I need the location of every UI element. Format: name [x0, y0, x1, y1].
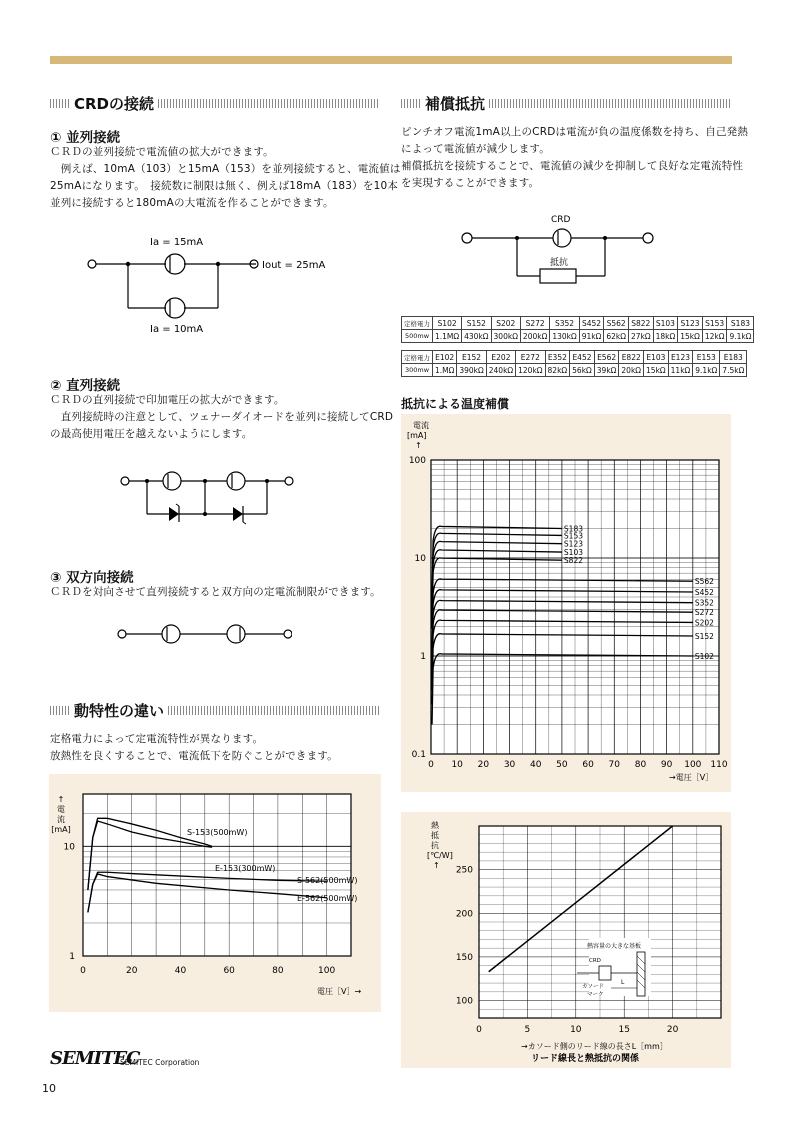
section-title: 動特性の違い: [74, 701, 165, 720]
table-value-cell: 12kΩ: [702, 330, 727, 343]
bidir-heading: ③ 双方向接続: [50, 570, 134, 586]
table-head-cell: S153: [702, 317, 727, 330]
table-value-cell: 240kΩ: [486, 364, 515, 377]
table-value-cell: 500mw: [402, 330, 433, 343]
table-value-cell: 20kΩ: [619, 364, 644, 377]
parallel-circuit-diagram: [80, 230, 360, 340]
compensation-text: ピンチオフ電流1mA以上のCRDは電流が負の温度係数を持ち、自己発熱 によって電流値が減少します。 補償抵抗を接続することで、電流値の減少を抑制して良好な定電流特性 を実現することができます。: [401, 126, 749, 189]
table-head-cell: S102: [433, 317, 462, 330]
series-label: S152: [694, 631, 714, 641]
svg-text:熱容量の大きな基板: 熱容量の大きな基板: [587, 943, 642, 950]
table-value-cell: 1.MΩ: [433, 364, 457, 377]
plot-area: [83, 794, 351, 956]
section-header-dynamic: [50, 701, 380, 719]
series-label: E-153(300mW): [215, 864, 276, 873]
table-head-cell: 定格電力: [402, 317, 433, 330]
svg-text:L: L: [621, 979, 625, 986]
table-value-cell: 1.1MΩ: [433, 330, 462, 343]
table-head-cell: S202: [491, 317, 520, 330]
x-tick-label: 10: [451, 760, 463, 770]
bidir-circuit-diagram: [112, 622, 292, 648]
temperature-compensation-chart: [401, 414, 731, 792]
table-head-cell: 定格電力: [402, 351, 433, 364]
table-head-cell: S352: [550, 317, 579, 330]
iout-label: Iout = 25mA: [262, 260, 326, 271]
table-head-cell: S152: [462, 317, 491, 330]
svg-text:CRD: CRD: [589, 958, 601, 964]
svg-text:抗: 抗: [431, 841, 439, 850]
y-tick-label: 100: [455, 996, 473, 1007]
svg-text:↑: ↑: [57, 795, 65, 804]
crd-label: CRD: [551, 215, 571, 225]
x-tick-label: 80: [272, 966, 284, 976]
svg-text:熱: 熱: [431, 821, 439, 830]
x-tick-label: 100: [684, 760, 702, 770]
dynamic-text: 定格電力によって定電流特性が異なります。 放熱性を良くすることで、電流低下を防ぐことができます。: [50, 733, 338, 762]
table-value-cell: 27kΩ: [628, 330, 653, 343]
table-value-cell: 82kΩ: [545, 364, 570, 377]
series-label: S822: [563, 556, 583, 566]
resistor-label: 抵抗: [550, 258, 569, 268]
compensation-circuit: [455, 212, 665, 288]
series-label: S-562(500mW): [297, 876, 358, 885]
y-tick-label: 200: [455, 909, 473, 920]
table-head-cell: E103: [644, 351, 669, 364]
table-value-cell: 120kΩ: [516, 364, 545, 377]
table-head-cell: E202: [486, 351, 515, 364]
series-label: S-153(500mW): [187, 828, 248, 837]
svg-text:[mA]: [mA]: [51, 825, 71, 834]
series-circuit-diagram: [115, 470, 295, 530]
bidir-text: ＣＲＤを対向させて直列接続すると双方向の定電流制限ができます。: [50, 586, 381, 598]
table-head-cell: E123: [668, 351, 693, 364]
series-label: S352: [694, 598, 714, 608]
svg-text:[℃/W]: [℃/W]: [427, 851, 453, 860]
table-head-cell: E102: [433, 351, 457, 364]
table-value-cell: 130kΩ: [550, 330, 579, 343]
temp-xlabel: →電圧［V］: [669, 773, 714, 782]
section-header-crd: [50, 94, 380, 112]
table-value-cell: 9.1kΩ: [727, 330, 754, 343]
table-value-cell: 56kΩ: [570, 364, 595, 377]
x-tick-label: 60: [223, 966, 235, 976]
table-value-cell: 62kΩ: [604, 330, 629, 343]
x-tick-label: 70: [608, 760, 620, 770]
svg-text:↑: ↑: [433, 861, 440, 870]
x-tick-label: 40: [174, 966, 187, 976]
series-label: S202: [694, 618, 714, 628]
y-tick-label: 100: [408, 456, 426, 466]
table-value-cell: 300mw: [402, 364, 433, 377]
x-tick-label: 0: [80, 966, 86, 976]
table-value-cell: 91kΩ: [579, 330, 604, 343]
x-tick-label: 0: [428, 760, 434, 770]
table-value-cell: 11kΩ: [668, 364, 693, 377]
ia15-label: Ia = 15mA: [150, 237, 204, 248]
x-tick-label: 110: [710, 760, 728, 770]
svg-text:カソード: カソード: [582, 984, 605, 990]
dynamic-chart: [49, 774, 381, 1012]
x-tick-label: 100: [318, 966, 336, 976]
page-number: 10: [42, 1082, 56, 1095]
svg-text:↑: ↑: [415, 441, 422, 450]
table-value-cell: 7.5kΩ: [720, 364, 747, 377]
svg-text:マーク: マーク: [587, 992, 604, 998]
series-text: ＣＲＤの直列接続で印加電圧の拡大ができます。 直列接続時の注意として、ツェナーダイオードを並列に接続してCRD の最高使用電圧を越えないようにします。: [50, 394, 394, 440]
series-label: S153: [563, 531, 583, 541]
parallel-text: ＣＲＤの並列接続で電流値の拡大ができます。 例えば、10mA（103）と15mA（153）を並列接続すると、電流値は 25mAになります。 接続数に制限は無く、例えば18mA（183）を10本 並列に接続すると180mAの大電流を作ることができます。: [50, 146, 401, 209]
series-label: S102: [694, 652, 714, 661]
top-accent-bar: [50, 56, 732, 64]
y-tick-label: 0.1: [411, 750, 426, 760]
table-value-cell: 18kΩ: [653, 330, 678, 343]
series-heading: ② 直列接続: [50, 378, 121, 394]
therm-xlabel: →カソード側のリード線の長さL［mm］: [521, 1042, 668, 1051]
table-value-cell: 9.1kΩ: [693, 364, 720, 377]
table-head-cell: S123: [678, 317, 703, 330]
table-head-cell: E152: [457, 351, 486, 364]
table-value-cell: 39kΩ: [594, 364, 619, 377]
series-label: S562: [694, 577, 714, 587]
table-value-cell: 200kΩ: [520, 330, 549, 343]
section-header-compensation: [401, 94, 731, 112]
svg-text:[mA]: [mA]: [407, 431, 427, 440]
x-tick-label: 20: [126, 966, 138, 976]
series-label: S272: [694, 608, 714, 618]
series-label: S183: [563, 524, 583, 534]
corporation-name: SEMITEC Corporation: [120, 1058, 200, 1067]
table-head-cell: E352: [545, 351, 570, 364]
table-value-cell: 15kΩ: [678, 330, 703, 343]
table-value-cell: 15kΩ: [644, 364, 669, 377]
series-label: S123: [563, 539, 583, 549]
x-tick-label: 30: [503, 760, 516, 770]
series-label: S452: [694, 587, 714, 597]
x-tick-label: 80: [634, 760, 647, 770]
x-tick-label: 0: [476, 1025, 482, 1035]
ia10-label: Ia = 10mA: [150, 324, 204, 335]
table-head-cell: S183: [727, 317, 754, 330]
x-tick-label: 15: [618, 1025, 630, 1035]
svg-text:抵: 抵: [431, 831, 439, 840]
section-title: CRDの接続: [74, 94, 155, 113]
thermal-resistance-chart: [401, 812, 731, 1068]
table-head-cell: S272: [520, 317, 549, 330]
svg-text:流: 流: [57, 815, 65, 824]
y-tick-label: 10: [414, 554, 426, 564]
table-head-cell: S822: [628, 317, 653, 330]
x-tick-label: 20: [666, 1025, 679, 1035]
table-head-cell: S103: [653, 317, 678, 330]
resistance-table-s: [401, 316, 754, 343]
table-head-cell: S562: [604, 317, 629, 330]
table-value-cell: 390kΩ: [457, 364, 486, 377]
table-value-cell: 300kΩ: [491, 330, 520, 343]
parallel-heading: ① 並列接続: [50, 130, 121, 146]
y-tick-label: 10: [63, 842, 75, 853]
therm-caption: リード線長と熱抵抗の関係: [531, 1054, 640, 1064]
section-title: 補償抵抗: [425, 94, 486, 113]
table-head-cell: S452: [579, 317, 604, 330]
resistance-table-e: [401, 350, 747, 377]
table-head-cell: E272: [516, 351, 545, 364]
x-tick-label: 50: [556, 760, 568, 770]
svg-text:電流: 電流: [413, 421, 429, 430]
x-tick-label: 10: [570, 1025, 582, 1035]
table-head-cell: E822: [619, 351, 644, 364]
x-tick-label: 60: [582, 760, 594, 770]
x-tick-label: 5: [524, 1025, 531, 1035]
y-tick-label: 150: [455, 952, 473, 963]
table-head-cell: E183: [720, 351, 747, 364]
x-tick-label: 90: [660, 760, 673, 770]
series-label: E-562(500mW): [297, 894, 358, 903]
table-head-cell: E153: [693, 351, 720, 364]
table-value-cell: 430kΩ: [462, 330, 491, 343]
table-head-cell: E562: [594, 351, 619, 364]
y-tick-label: 1: [420, 652, 426, 662]
y-tick-label: 250: [455, 865, 473, 876]
temp-chart-heading: 抵抗による温度補償: [401, 397, 510, 411]
table-head-cell: E452: [570, 351, 595, 364]
svg-text:電: 電: [57, 805, 65, 814]
series-label: S103: [563, 548, 583, 558]
y-tick-label: 1: [69, 952, 75, 962]
x-tick-label: 40: [530, 760, 542, 770]
dyn-xlabel: 電圧［V］→: [317, 987, 362, 996]
semitec-logo: SEMITEC: [50, 1048, 140, 1069]
x-tick-label: 20: [477, 760, 490, 770]
